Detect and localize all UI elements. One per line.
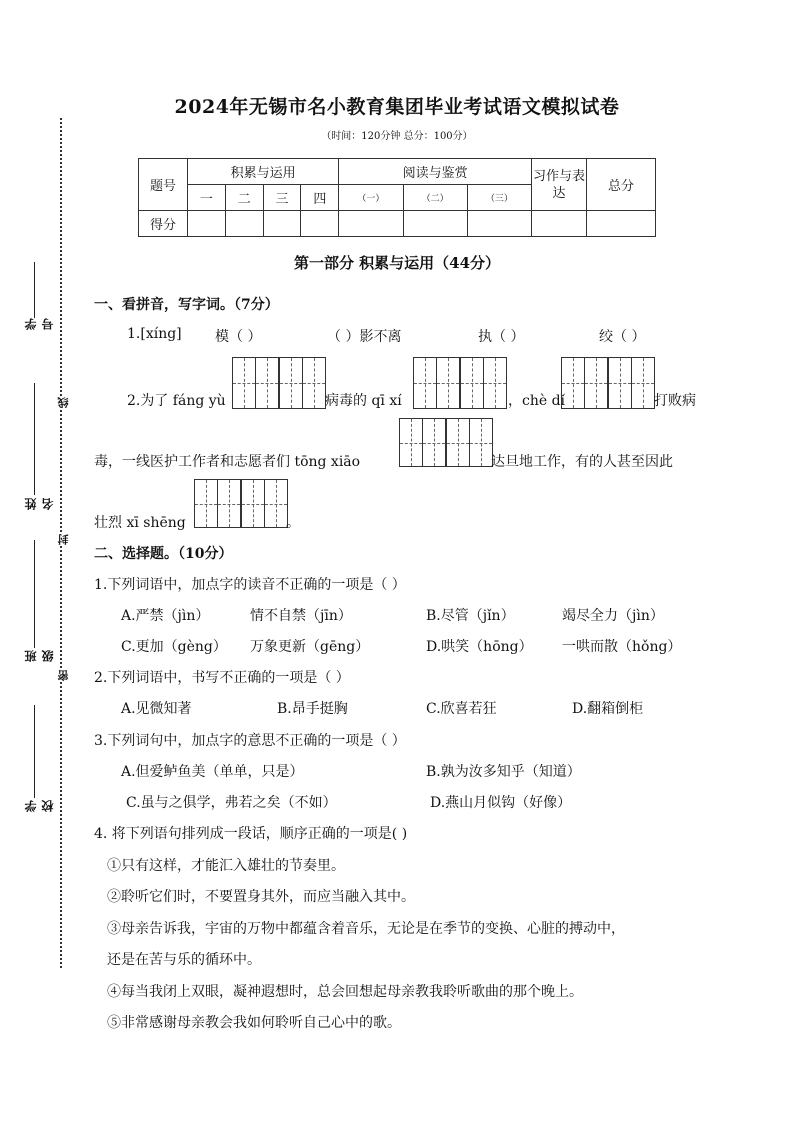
q2-1-option-c1: C.更加（gèng）: [121, 639, 227, 655]
score-table-header-total: 总分: [587, 159, 656, 211]
score-cell[interactable]: [225, 211, 263, 237]
bind-mark-line: 线: [57, 397, 70, 408]
score-table-header-part2: 阅读与鉴赏: [339, 159, 532, 185]
score-table-score-label: 得分: [139, 211, 188, 237]
q1-1-b: （ ）影不离: [327, 329, 402, 345]
student-id-label: 学号: [24, 318, 55, 330]
score-cell[interactable]: [188, 211, 226, 237]
score-cell[interactable]: [587, 211, 656, 237]
q2-heading: 二、选择题。（10分）: [94, 546, 233, 562]
writing-grid[interactable]: [194, 479, 288, 528]
writing-grid[interactable]: [413, 357, 507, 409]
q2-1-option-d1: D.哄笑（hōng）: [426, 639, 533, 655]
score-cell[interactable]: [467, 211, 531, 237]
q1-4-a: 壮烈 xī shēng: [94, 515, 186, 531]
score-table-col-1: 一: [188, 185, 226, 211]
q2-2-option-b: B.昂手挺胸: [277, 701, 348, 717]
score-cell[interactable]: [263, 211, 301, 237]
q2-4-item-5: ⑤非常感谢母亲教会我如何聆听自己心中的歌。: [107, 1015, 401, 1031]
score-table-header-num: 题号: [139, 159, 188, 211]
q2-4-stem: 4. 将下列语句排列成一段话，顺序正确的一项是( ): [94, 826, 408, 842]
school-underline: [34, 705, 35, 798]
bind-mark-secret: 密: [57, 670, 70, 681]
score-table-col-4: 四: [301, 185, 339, 211]
name-label: 姓名: [24, 498, 55, 510]
score-table-col-2: 二: [225, 185, 263, 211]
q2-1-option-a2: 情不自禁（jīn）: [250, 608, 352, 624]
q1-2-c: ，chè dǐ: [508, 393, 566, 409]
writing-grid[interactable]: [232, 357, 326, 409]
score-table: [138, 158, 656, 237]
q1-3-b: 达旦地工作，有的人甚至因此: [491, 454, 673, 470]
q2-4-item-1: ①只有这样，才能汇入雄壮的节奏里。: [107, 858, 345, 874]
section-1-title: 第一部分 积累与运用（44分）: [293, 254, 501, 272]
q1-2-b: 病毒的 qī xí: [325, 393, 402, 409]
q2-4-item-3: ③母亲告诉我，宇宙的万物中都蕴含着音乐，无论是在季节的变换、心脏的搏动中，: [107, 921, 625, 937]
q2-1-option-b2: 竭尽全力（jìn）: [562, 608, 664, 624]
score-cell[interactable]: [301, 211, 339, 237]
q2-1-option-d2: 一哄而散（hǒng）: [562, 639, 682, 655]
exam-title: 2024年无锡市名小教育集团毕业考试语文模拟试卷: [174, 96, 620, 118]
q2-4-item-2: ②聆听它们时，不要置身其外，而应当融入其中。: [107, 889, 415, 905]
score-table-header-part1: 积累与运用: [188, 159, 339, 185]
class-label: 班级: [24, 650, 55, 662]
q2-3-stem: 3.下列词句中，加点字的意思不正确的一项是（ ）: [94, 733, 406, 749]
q1-1-a: 模（ ）: [215, 329, 262, 345]
q2-1-option-b1: B.尽管（jǐn）: [426, 608, 515, 624]
q1-2-a: 2.为了 fáng yù: [127, 393, 226, 409]
score-cell[interactable]: [403, 211, 467, 237]
q2-2-option-c: C.欣喜若狂: [426, 701, 497, 717]
q2-4-item-4: ④每当我闭上双眼，凝神遐想时，总会回想起母亲教我聆听歌曲的那个晚上。: [107, 984, 583, 1000]
score-cell[interactable]: [339, 211, 403, 237]
q2-1-option-a1: A.严禁（jìn）: [121, 608, 210, 624]
writing-grid[interactable]: [399, 418, 493, 467]
q2-3-option-d: D.燕山月似钩（好像）: [430, 795, 572, 811]
score-table-col-r1: （一）: [339, 185, 403, 211]
q2-3-option-b: B.孰为汝多知乎（知道）: [426, 764, 581, 780]
score-table-col-r3: （三）: [467, 185, 531, 211]
score-table-col-r2: （二）: [403, 185, 467, 211]
score-cell[interactable]: [532, 211, 587, 237]
school-label: 学校: [24, 800, 55, 812]
q2-4-item-3-cont: 还是在苦与乐的循环中。: [107, 952, 261, 968]
q1-4-b: 。: [286, 515, 300, 531]
q1-2-d: 打败病: [654, 393, 696, 409]
q2-2-stem: 2.下列词语中，书写不正确的一项是（ ）: [94, 670, 350, 686]
q1-1-d: 绞（ ）: [599, 329, 646, 345]
q1-1-c: 执（ ）: [478, 329, 525, 345]
exam-subtitle: （时间：120分钟 总分：100分）: [321, 131, 473, 142]
name-underline: [34, 383, 35, 495]
score-table-col-3: 三: [263, 185, 301, 211]
q2-1-stem: 1.下列词语中，加点字的读音不正确的一项是（ ）: [94, 577, 406, 593]
q2-3-option-a: A.但爱鲈鱼美（单单，只是）: [121, 764, 304, 780]
q2-3-option-c: C.虽与之俱学，弗若之矣（不如）: [126, 795, 337, 811]
score-table-header-part3: 习作与表达: [532, 159, 587, 211]
writing-grid[interactable]: [561, 357, 655, 409]
q2-1-option-c2: 万象更新（gēng）: [250, 639, 370, 655]
class-underline: [34, 540, 35, 648]
q1-heading: 一、看拼音，写字词。（7分）: [94, 297, 279, 313]
q1-1-prefix: 1.[xíng]: [127, 326, 182, 342]
q2-2-option-a: A.见微知著: [121, 701, 192, 717]
q1-3-a: 毒，一线医护工作者和志愿者们 tōng xiāo: [94, 454, 361, 470]
bind-mark-seal: 封: [57, 534, 70, 545]
q2-2-option-d: D.翻箱倒柜: [572, 701, 644, 717]
